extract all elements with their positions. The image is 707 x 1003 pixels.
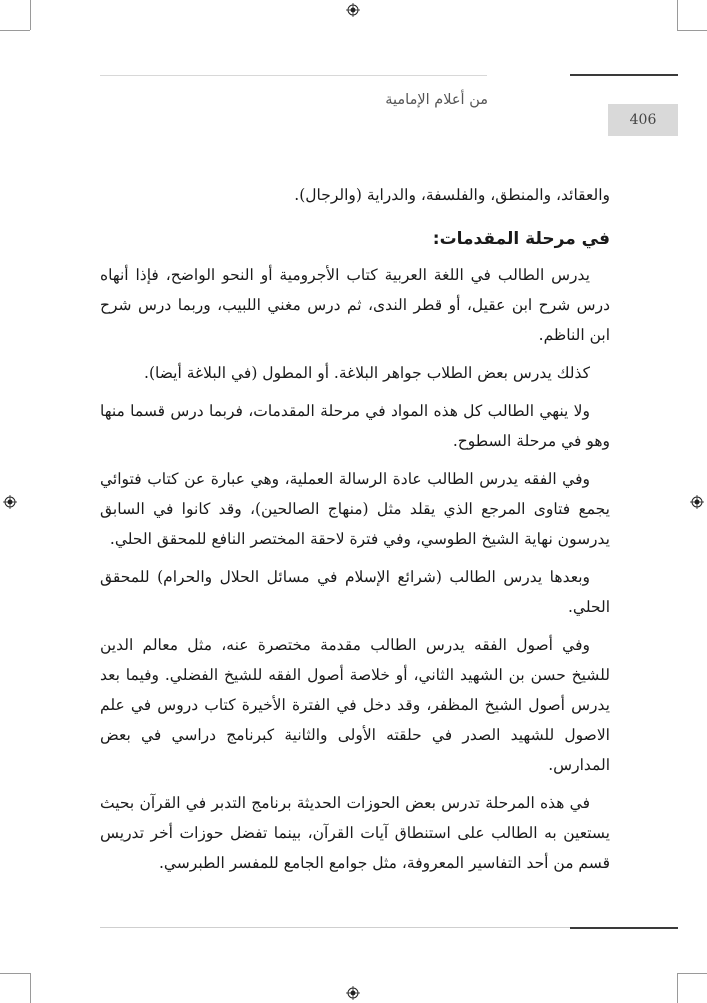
crop-mark [30, 973, 31, 1003]
registration-mark-icon [346, 986, 360, 1000]
crop-mark [0, 973, 30, 974]
crop-mark [30, 0, 31, 30]
paragraph: كذلك يدرس بعض الطلاب جواهر البلاغة. أو المطول (في البلاغة أيضا). [144, 364, 590, 382]
running-title: من أعلام الإمامية [385, 92, 488, 108]
footer-rule-accent [570, 927, 678, 929]
paragraph: في هذه المرحلة تدرس بعض الحوزات الحديثة برنامج التدبر في القرآن بحيث يستعين به الطالب على استنطاق آيات القرآن، بينما تفضل حوزات أخر تدريس قسم من أحد التفاسير المعروفة، مثل جوامع الجامع للمفسر الطبرسي. [100, 794, 610, 872]
crop-mark [677, 0, 678, 30]
page-number: 406 [608, 104, 678, 136]
paragraph: وبعدها يدرس الطالب (شرائع الإسلام في مسائل الحلال والحرام) للمحقق الحلي. [100, 568, 610, 616]
registration-mark-icon [3, 495, 17, 509]
paragraph: والعقائد، والمنطق، والفلسفة، والدراية (والرجال). [294, 186, 610, 204]
header-rule [100, 75, 487, 76]
crop-mark [677, 973, 707, 974]
registration-mark-icon [346, 3, 360, 17]
paragraph: يدرس الطالب في اللغة العربية كتاب الأجرومية أو النحو الواضح، فإذا أنهاه درس شرح ابن عقيل، أو قطر الندى، ثم درس مغني اللبيب، وربما درس شرح ابن الناظم. [100, 266, 610, 344]
crop-mark [677, 30, 707, 31]
footer-rule [100, 927, 570, 928]
header-rule-accent [570, 74, 678, 76]
paragraph: وفي الفقه يدرس الطالب عادة الرسالة العملية، وهي عبارة عن كتاب فتوائي يجمع فتاوى المرجع الذي يقلد مثل (منهاج الصالحين)، وقد كانوا في السابق يدرسون نهاية الشيخ الطوسي، وفي فترة لاحقة المختصر النافع للمحقق الحلي. [100, 470, 610, 548]
crop-mark [677, 973, 678, 1003]
crop-mark [0, 30, 30, 31]
page-body [100, 180, 610, 886]
paragraph: وفي أصول الفقه يدرس الطالب مقدمة مختصرة عنه، مثل معالم الدين للشيخ حسن بن الشهيد الثاني، أو خلاصة أصول الفقه للشيخ الفضلي. وفيما بعد يدرس أصول الشيخ المظفر، وقد دخل في الفترة الأخيرة كتاب دروس في علم الاصول للشهيد الصدر في حلقته الأولى والثانية كبرنامج دراسي في بعض المدارس. [100, 636, 610, 774]
registration-mark-icon [690, 495, 704, 509]
paragraph: ولا ينهي الطالب كل هذه المواد في مرحلة المقدمات، فربما درس قسما منها وهو في مرحلة السطوح. [100, 402, 610, 450]
section-heading: في مرحلة المقدمات: [432, 229, 610, 249]
